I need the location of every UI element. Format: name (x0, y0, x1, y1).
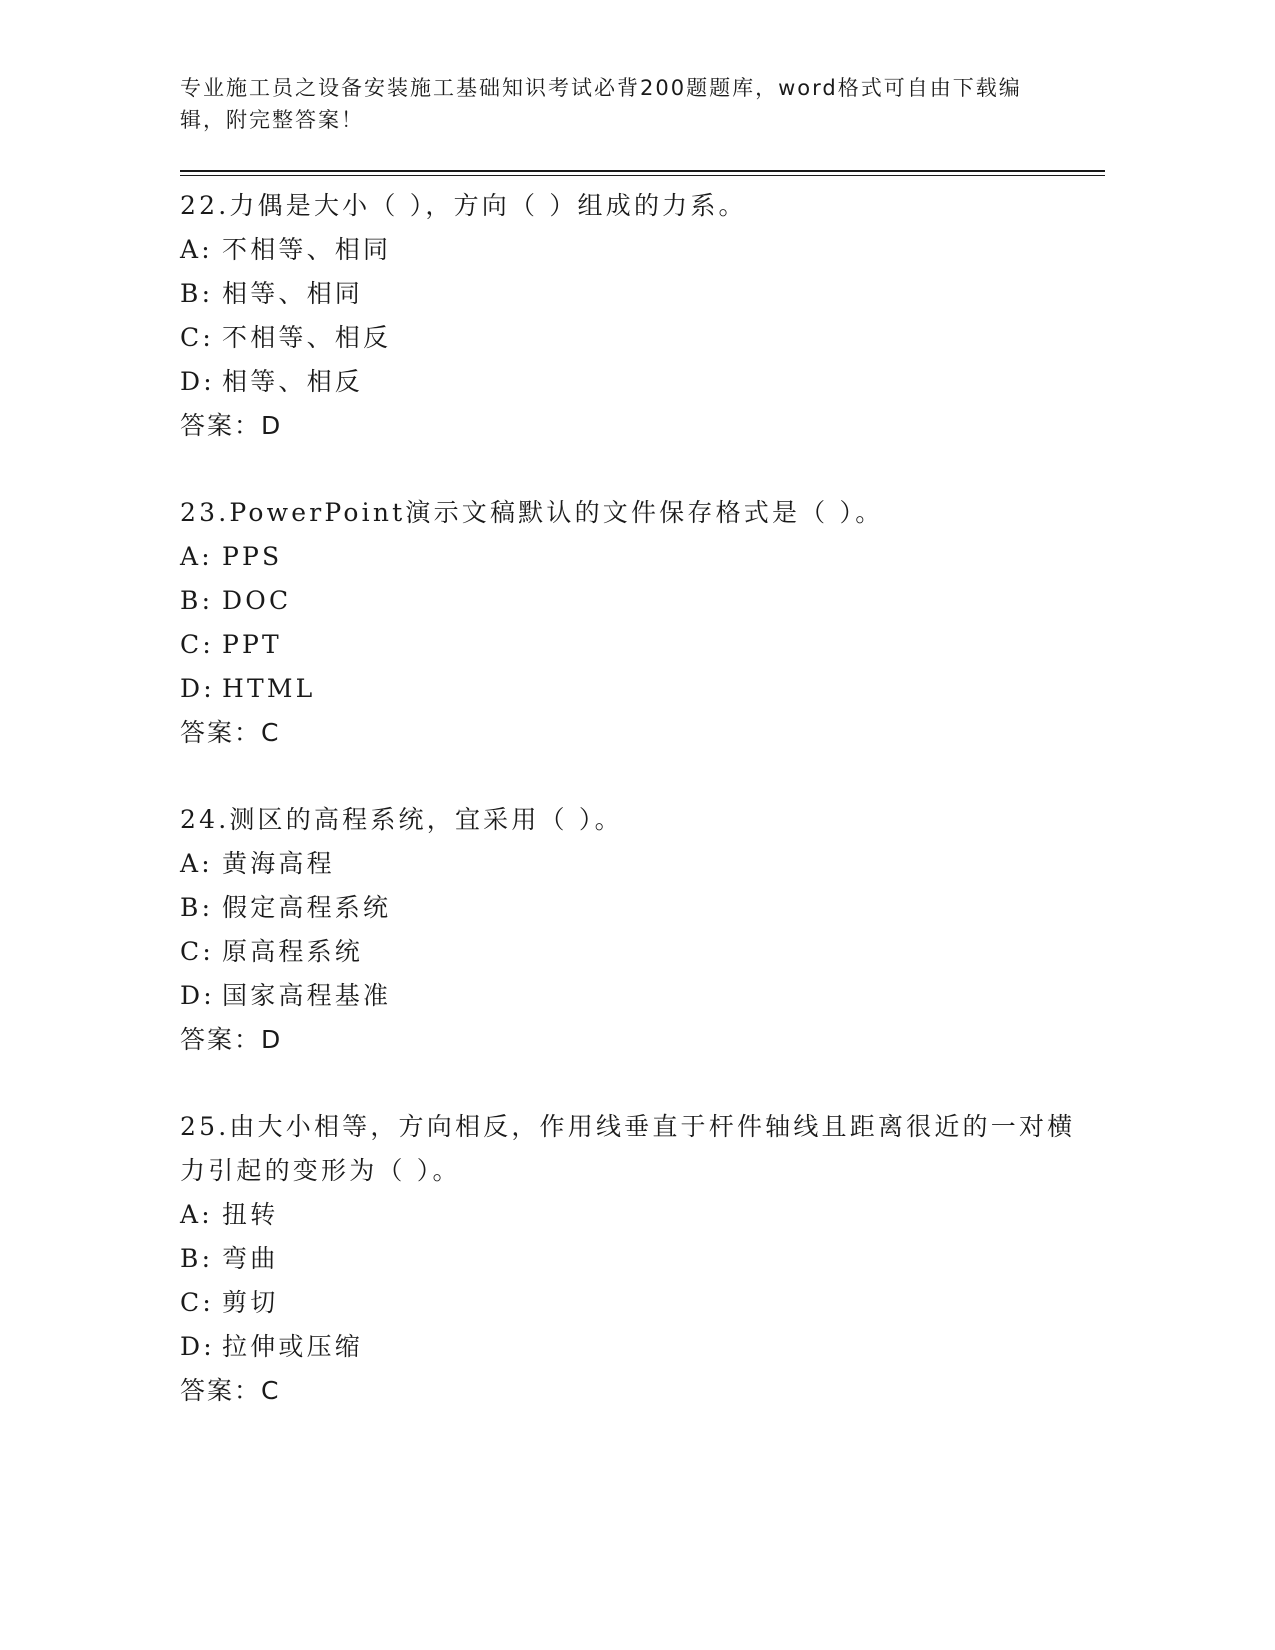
option-d (180, 974, 1080, 1018)
option-text: 假定高程系统 (222, 893, 392, 922)
header-rule-top (180, 170, 1105, 172)
option-key: B: (180, 279, 214, 308)
option-b (180, 886, 1080, 930)
question-stem: 23.PowerPoint演示文稿默认的文件保存格式是（ ）。 (180, 498, 884, 527)
option-text: PPS (222, 542, 283, 571)
header-rule-bottom (180, 175, 1105, 177)
answer-line: 答案：C (180, 718, 281, 747)
option-text: 原高程系统 (222, 937, 364, 966)
option-text: 相等、相反 (222, 367, 364, 396)
option-text: 不相等、相同 (222, 235, 392, 264)
option-b (180, 579, 1080, 623)
option-text: 不相等、相反 (222, 323, 392, 352)
question-25 (180, 1105, 1080, 1413)
option-text: DOC (222, 586, 292, 615)
option-key: C: (180, 323, 214, 352)
option-a (180, 1193, 1080, 1237)
option-key: A: (180, 235, 213, 264)
option-text: 黄海高程 (222, 849, 335, 878)
option-text: PPT (222, 630, 282, 659)
question-list (180, 184, 1080, 1456)
document-header: 专业施工员之设备安装施工基础知识考试必背200题题库，word格式可自由下载编辑，附完整答案！ (180, 76, 1022, 132)
option-c (180, 623, 1080, 667)
option-c (180, 316, 1080, 360)
option-a (180, 842, 1080, 886)
option-text: HTML (222, 674, 316, 703)
answer-line: 答案：D (180, 411, 283, 440)
option-key: A: (180, 1200, 213, 1229)
option-text: 扭转 (222, 1200, 279, 1229)
option-text: 剪切 (222, 1288, 279, 1317)
answer-line: 答案：D (180, 1025, 283, 1054)
question-22 (180, 184, 1080, 448)
option-key: A: (180, 849, 213, 878)
option-key: B: (180, 586, 214, 615)
option-b (180, 1237, 1080, 1281)
option-a (180, 535, 1080, 579)
option-key: B: (180, 893, 214, 922)
option-c (180, 1281, 1080, 1325)
option-c (180, 930, 1080, 974)
option-text: 相等、相同 (222, 279, 364, 308)
option-key: D: (180, 367, 215, 396)
option-key: D: (180, 981, 215, 1010)
option-text: 拉伸或压缩 (222, 1332, 364, 1361)
option-key: A: (180, 542, 213, 571)
question-stem: 24.测区的高程系统，宜采用（ ）。 (180, 805, 623, 834)
option-key: C: (180, 1288, 214, 1317)
option-key: C: (180, 937, 214, 966)
option-key: C: (180, 630, 214, 659)
option-b (180, 272, 1080, 316)
option-d (180, 1325, 1080, 1369)
option-key: D: (180, 674, 215, 703)
option-d (180, 360, 1080, 404)
question-23 (180, 491, 1080, 755)
option-d (180, 667, 1080, 711)
question-stem: 22.力偶是大小（ ），方向（ ）组成的力系。 (180, 191, 747, 220)
option-text: 国家高程基准 (222, 981, 392, 1010)
option-key: D: (180, 1332, 215, 1361)
question-stem: 25.由大小相等，方向相反，作用线垂直于杆件轴线且距离很近的一对横力引起的变形为（ ）。 (180, 1112, 1076, 1185)
option-text: 弯曲 (222, 1244, 279, 1273)
answer-line: 答案：C (180, 1376, 281, 1405)
option-a (180, 228, 1080, 272)
option-key: B: (180, 1244, 214, 1273)
question-24 (180, 798, 1080, 1062)
